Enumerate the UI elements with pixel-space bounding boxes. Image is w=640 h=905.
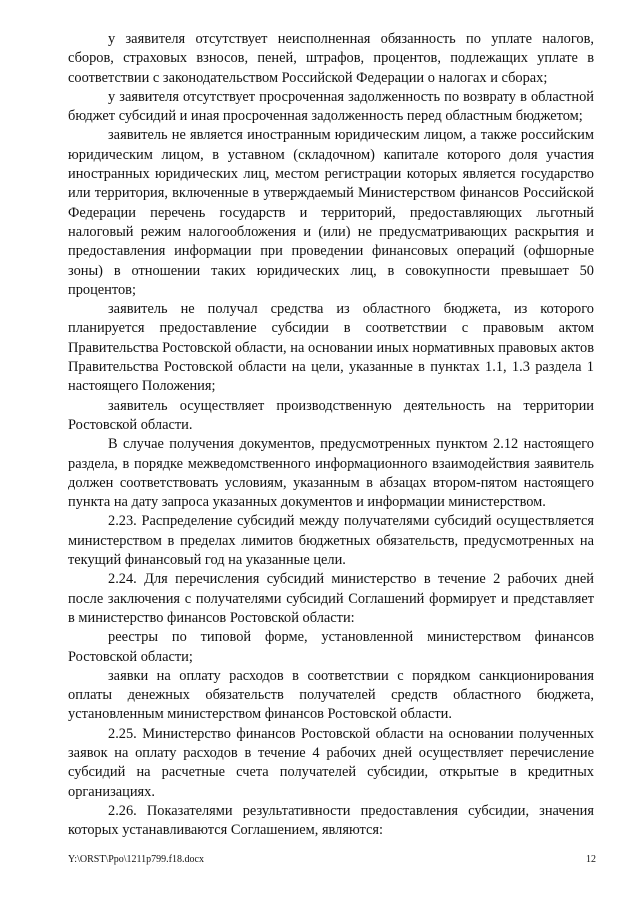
paragraph: 2.23. Распределение субсидий между получателями субсидий осуществляется министерством в пределах лимитов бюджетных обязательств, предусмотренных на текущий финансовый год на указанные цели.: [68, 513, 594, 569]
page-footer: [68, 854, 596, 865]
paragraph: заявитель осуществляет производственную деятельность на территории Ростовской области.: [68, 397, 594, 433]
paragraph: 2.25. Министерство финансов Ростовской области на основании полученных заявок на оплату расходов в течение 4 рабочих дней осуществляет перечисление субсидий на расчетные счета получателей субсидии, открытые в кредитных организациях.: [68, 725, 594, 800]
paragraph: 2.24. Для перечисления субсидий министерство в течение 2 рабочих дней после заключения с получателями субсидий Соглашений формирует и представляет в министерство финансов Ростовской области:: [68, 571, 594, 626]
paragraph: В случае получения документов, предусмотренных пунктом 2.12 настоящего раздела, в порядке межведомственного информационного взаимодействия заявитель должен соответствовать условиям, указанным в абзацах втором-пятом настоящего пункта на дату запроса указанных документов и информации министерством.: [68, 436, 594, 511]
page-number: 12: [586, 854, 596, 865]
paragraph: заявитель не является иностранным юридическим лицом, а также российским юридическим лицом, в уставном (складочном) капитале которого доля участия иностранных юридических лиц, местом регистрации которых является государство или территория, включенные в утверждаемый Министерством финансов Российской Федерации перечень государств и территорий, предоставляющих льготный налоговый режим налогообложения и (или) не предусматривающих раскрытия и предоставления информации при проведении финансовых операций (офшорные зоны) в отношении таких юридических лиц, в совокупности превышает 50 процентов;: [68, 127, 594, 298]
paragraph: у заявителя отсутствует просроченная задолженность по возврату в областной бюджет субсидий и иная просроченная задолженность перед областным бюджетом;: [68, 88, 594, 125]
paragraph: реестры по типовой форме, установленной министерством финансов Ростовской области;: [68, 629, 594, 665]
footer-file-path: Y:\ORST\Ppo\1211p799.f18.docx: [68, 854, 204, 865]
paragraph: заявки на оплату расходов в соответствии с порядком санкционирования оплаты денежных обязательств получателей средств областного бюджета, установленным министерством финансов Ростовской области.: [68, 667, 594, 723]
paragraph: заявитель не получал средства из областного бюджета, из которого планируется предоставление субсидии в соответствии с правовым актом Правительства Ростовской области, на основании иных нормативных правовых актов Правительства Ростовской области на цели, указанные в пунктах 1.1, 1.3 раздела 1 настоящего Положения;: [68, 301, 594, 395]
document-body: [68, 30, 594, 840]
paragraph: 2.26. Показателями результативности предоставления субсидии, значения которых устанавливаются Соглашением, являются:: [68, 802, 594, 839]
paragraph: у заявителя отсутствует неисполненная обязанность по уплате налогов, сборов, страховых взносов, пеней, штрафов, процентов, подлежащих уплате в соответствии с законодательством Российской Федерации о налогах и сборах;: [68, 31, 594, 86]
